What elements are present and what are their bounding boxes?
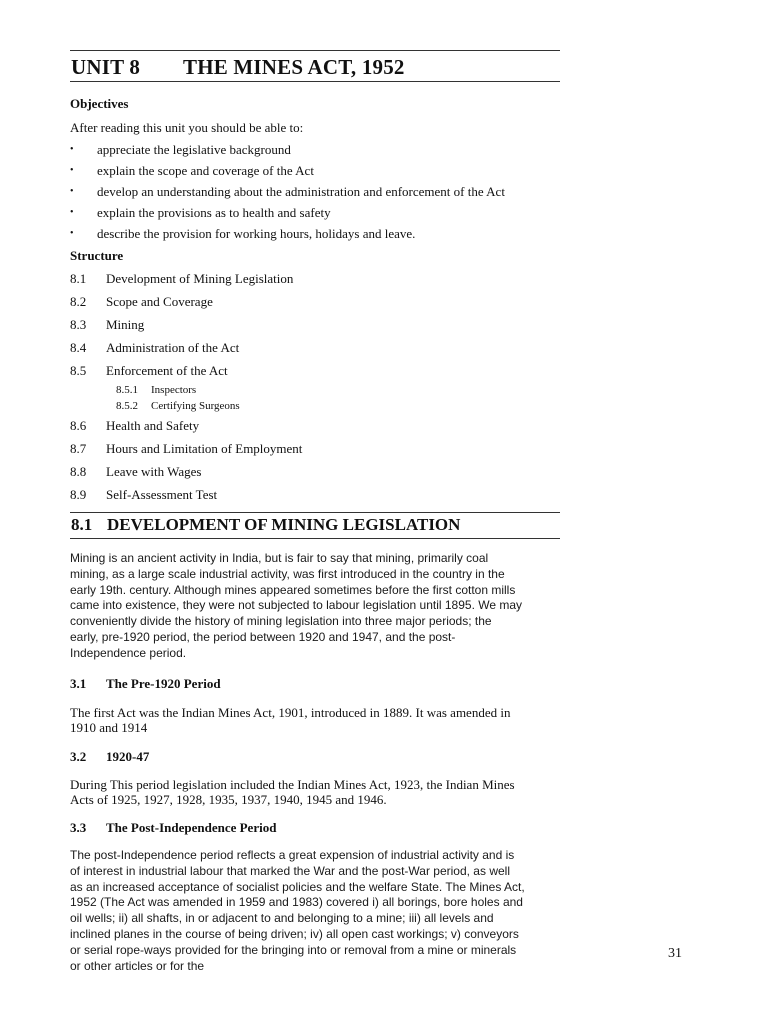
- objectives-list: [70, 139, 560, 244]
- page-number: 31: [668, 946, 682, 961]
- structure-item: 8.4 Administration of the Act: [70, 339, 240, 355]
- document-page: [70, 50, 560, 974]
- structure-subitem: 8.5.2 Certifying Surgeons: [116, 400, 240, 412]
- bullet-icon: •: [70, 144, 74, 155]
- structure-heading: Structure: [70, 248, 124, 263]
- structure-list: [70, 267, 560, 506]
- period-1920-47-paragraph: During This period legislation included the Indian Mines Act, 1923, the Indian Mines Acts of 1925, 1927, 1928, 1935, 1937, 1940, 1945 and 1946.: [70, 776, 515, 808]
- objective-item: • describe the provision for working hours, holidays and leave.: [70, 225, 416, 241]
- structure-item: 8.3 Mining: [70, 316, 145, 332]
- section-title: [70, 512, 560, 539]
- objective-item: • appreciate the legislative background: [70, 141, 291, 157]
- unit-heading: THE MINES ACT, 1952: [183, 55, 405, 79]
- unit-title: [70, 50, 560, 82]
- objective-item: • develop an understanding about the administration and enforcement of the Act: [70, 183, 505, 199]
- bullet-icon: •: [70, 207, 74, 218]
- objectives-intro: After reading this unit you should be able to:: [70, 120, 304, 135]
- objective-item: • explain the provisions as to health and safety: [70, 204, 331, 220]
- subsection-heading: 3.3 The Post-Independence Period: [70, 819, 277, 835]
- post-independence-paragraph: The post-Independence period reflects a great expension of industrial activity and is of interest in industrial labour that marked the War and the post-War period, as well as an increased acceptance of socialist policies and the welfare State. The Mines Act, 1952 (The Act was amended in 1959 and 1983) covered i) all borings, bore holes and oil wells; ii) all shafts, in or adjacent to and belonging to a mine; iii) all levels and inclined planes in the course of being driven; iv) all open cast workings; v) conveyors or serial rope-ways provided for the bringing into or removal from a mine or minerals or other articles or for the: [70, 847, 525, 973]
- bullet-icon: •: [70, 186, 74, 197]
- subsection-heading: 3.1 The Pre-1920 Period: [70, 675, 221, 691]
- intro-paragraph: Mining is an ancient activity in India, but is fair to say that mining, primarily coal mining, as a large scale industrial activity, was first introduced in the country in the early 19th. century. Although mines appeared sometimes before the first cotton mills came into existence, they were not subjected to labour legislation until 1895. We may conveniently divide the history of mining legislation into three major periods; the early, pre-1920 period, the period between 1920 and 1947, and the post- Independence period.: [70, 551, 523, 660]
- structure-item: 8.6 Health and Safety: [70, 417, 200, 433]
- section-heading: DEVELOPMENT OF MINING LEGISLATION: [107, 515, 461, 534]
- objectives-heading: Objectives: [70, 96, 129, 111]
- objective-item: • explain the scope and coverage of the Act: [70, 162, 314, 178]
- section-number: 8.1: [71, 515, 93, 534]
- structure-item: 8.7 Hours and Limitation of Employment: [70, 440, 303, 456]
- structure-item: 8.2 Scope and Coverage: [70, 293, 213, 309]
- bullet-icon: •: [70, 228, 74, 239]
- subsection-heading: 3.2 1920-47: [70, 748, 150, 764]
- bullet-icon: •: [70, 165, 74, 176]
- structure-item: 8.5 Enforcement of the Act: [70, 362, 228, 378]
- unit-number: UNIT 8: [71, 55, 141, 79]
- structure-subitem: 8.5.1 Inspectors: [116, 384, 197, 396]
- structure-item: 8.9 Self-Assessment Test: [70, 486, 218, 502]
- structure-item: 8.8 Leave with Wages: [70, 463, 202, 479]
- pre-1920-paragraph: The first Act was the Indian Mines Act, 1901, introduced in 1889. It was amended in 1910 and 1914: [70, 704, 511, 736]
- structure-item: 8.1 Development of Mining Legislation: [70, 270, 294, 286]
